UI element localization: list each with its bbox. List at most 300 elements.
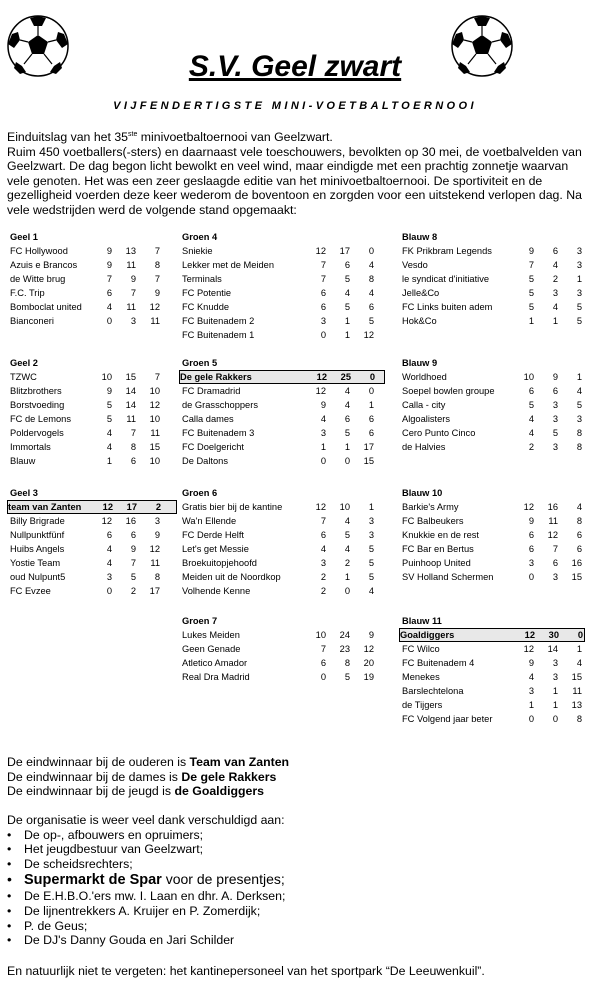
team-name: FC Buitenadem 2 [182,316,255,326]
score-value: 8 [576,428,582,438]
intro-line-end: minivoetbaltoernooi van Geelzwart. [137,130,333,145]
table-row-winner [399,628,585,642]
score-value: 0 [344,586,350,596]
team-name: TZWC [10,372,37,382]
score-value: 1 [344,316,350,326]
score-value: 20 [363,658,374,668]
table-row [10,314,174,328]
score-value: 4 [344,288,350,298]
table-row [402,258,582,272]
standings-group [402,614,582,726]
team-name: Knukkie en de rest [402,530,480,540]
score-value: 12 [316,372,327,382]
winner-name: de Goaldiggers [174,784,264,799]
score-value: 5 [368,558,374,568]
team-name: Calla - city [402,400,446,410]
score-value: 4 [106,428,112,438]
score-value: 5 [528,288,534,298]
team-name: Terminals [182,274,222,284]
table-row [182,272,382,286]
score-value: 2 [155,502,161,512]
table-row [402,272,582,286]
score-value: 4 [576,386,582,396]
score-value: 17 [149,586,160,596]
score-value: 9 [130,274,136,284]
score-value: 1 [106,456,112,466]
score-value: 4 [368,288,374,298]
score-value: 2 [528,442,534,452]
score-value: 7 [320,516,326,526]
score-value: 10 [315,630,326,640]
score-value: 3 [154,516,160,526]
score-value: 9 [154,288,160,298]
team-name: Sniekie [182,246,213,256]
score-value: 23 [339,644,350,654]
score-value: 17 [126,502,137,512]
table-row [182,314,382,328]
score-value: 12 [101,516,112,526]
score-value: 15 [363,456,374,466]
score-value: 8 [344,658,350,668]
score-value: 8 [154,260,160,270]
score-value: 1 [528,316,534,326]
standings-group [182,486,382,598]
standings-group [10,486,174,598]
table-row [402,300,582,314]
bullet: • [7,903,12,918]
score-value: 5 [344,274,350,284]
team-name: Nullpunktfünf [10,530,65,540]
table-row [10,454,174,468]
list-item: • De lijnentrekkers A. Kruijer en P. Zomerdijk; [7,903,261,918]
score-value: 10 [149,414,160,424]
score-value: 6 [576,530,582,540]
table-row [10,556,174,570]
team-name: Jelle&Co [402,288,440,298]
score-value: 1 [576,644,582,654]
team-name: FC Buitenadem 4 [402,658,475,668]
score-value: 16 [547,502,558,512]
score-value: 15 [571,572,582,582]
table-row [182,440,382,454]
score-value: 7 [154,246,160,256]
table-row [10,542,174,556]
table-row [182,584,382,598]
score-value: 8 [368,274,374,284]
score-value: 9 [106,260,112,270]
score-value: 6 [320,658,326,668]
table-row [10,272,174,286]
standings-group [182,356,382,468]
intro-superscript: ste [128,131,138,138]
team-name: Worldhoed [402,372,447,382]
score-value: 4 [106,302,112,312]
score-value: 0 [320,330,326,340]
score-value: 10 [149,456,160,466]
score-value: 11 [126,414,136,424]
table-row [402,426,582,440]
table-row [182,570,382,584]
score-value: 9 [130,544,136,554]
page-title: S.V. Geel zwart [188,50,402,83]
score-value: 9 [368,630,374,640]
team-name: Vesdo [402,260,428,270]
team-name: FC Dramadrid [182,386,241,396]
score-value: 4 [576,658,582,668]
score-value: 1 [344,572,350,582]
table-row [182,300,382,314]
score-value: 6 [320,288,326,298]
score-value: 10 [149,386,160,396]
team-name: Gratis bier bij de kantine [182,502,283,512]
score-value: 4 [528,428,534,438]
score-value: 3 [576,414,582,424]
thanks-section [7,813,285,948]
score-value: 11 [150,428,160,438]
score-value: 6 [344,260,350,270]
score-value: 6 [576,544,582,554]
team-name: Meiden uit de Noordkop [182,572,281,582]
winner-line-ouderen [7,755,289,770]
team-name: Calla dames [182,414,234,424]
score-value: 11 [126,260,136,270]
score-value: 6 [130,530,136,540]
team-name: Borstvoeding [10,400,65,410]
team-name: FC Volgend jaar beter [402,714,493,724]
table-row [402,244,582,258]
team-name: Menekes [402,672,440,682]
score-value: 10 [339,502,350,512]
score-value: 4 [344,400,350,410]
team-name: Poldervogels [10,428,64,438]
table-row [182,556,382,570]
table-row [10,258,174,272]
score-value: 0 [368,246,374,256]
score-value: 1 [576,372,582,382]
list-item: • De DJ's Danny Gouda en Jari Schilder [7,933,235,948]
team-name: FC Potentie [182,288,232,298]
group-name: Groen 7 [182,616,218,626]
score-value: 3 [552,658,558,668]
team-name: Immortals [10,442,51,452]
table-row [182,412,382,426]
table-row [402,542,582,556]
team-name: FC Evzee [10,586,51,596]
team-name: FC Hollywood [10,246,68,256]
score-value: 3 [528,686,534,696]
team-name: Barslechtelona [402,686,464,696]
table-row [182,542,382,556]
winner-label: De eindwinnaar bij de dames is [7,769,182,784]
score-value: 5 [576,302,582,312]
table-row [182,528,382,542]
score-value: 5 [576,400,582,410]
bullet: • [7,827,12,842]
score-value: 3 [368,530,374,540]
score-value: 0 [106,586,112,596]
score-value: 6 [130,456,136,466]
score-value: 6 [320,530,326,540]
score-value: 5 [344,302,350,312]
team-name: Huibs Angels [10,544,65,554]
team-name: Wa'n Ellende [182,516,237,526]
group-name: Geel 1 [10,232,38,242]
table-row [182,454,382,468]
team-name: Yostie Team [10,558,61,568]
table-row [402,712,582,726]
table-row [182,384,382,398]
score-value: 15 [149,442,160,452]
standings-group [182,230,382,342]
score-value: 5 [552,428,558,438]
table-row [10,584,174,598]
table-row [182,642,382,656]
score-value: 3 [106,572,112,582]
table-row [402,314,582,328]
intro-paragraph [7,128,587,218]
team-name: Blitzbrothers [10,386,62,396]
score-value: 13 [125,246,136,256]
score-value: 7 [154,274,160,284]
score-value: 3 [576,246,582,256]
team-name: de Tijgers [402,700,443,710]
team-name: F.C. Trip [10,288,45,298]
team-name: FK Prikbram Legends [402,246,492,256]
closing-text: En natuurlijk niet te vergeten: het kantinepersoneel van het sportpark “De Leeuwenkuil”. [7,964,485,978]
score-value: 7 [320,260,326,270]
page-subtitle: VIJFENDERTIGSTE MINI-VOETBALTOERNOOI [113,100,477,112]
team-name: Broekuitopjehoofd [182,558,257,568]
score-value: 12 [523,502,534,512]
list-item: • Het jeugdbestuur van Geelzwart; [7,842,204,857]
intro-body: Ruim 450 voetballers(-sters) en daarnaast vele toeschouwers, bevolkten op 30 mei, de voetbalvelden van Geelzwart. De dag begon licht bewolkt en veel wind, maar eindigde met een prachtig zonnetje waarvan vele genoten. Het was een zeer geslaagde editie van het minivoetbaltoernooi. De sportiviteit en de gezelligheid voerden deze keer wederom de boventoon en zorgden voor een uitstekend verlopen dag. Na vele wedstrijden werd de volgende stand opgemaakt: [7,144,582,218]
score-value: 17 [363,442,374,452]
table-row [402,286,582,300]
score-value: 4 [528,672,534,682]
score-value: 9 [552,372,558,382]
score-value: 2 [344,558,350,568]
score-value: 5 [368,572,374,582]
group-name: Blauw 10 [402,488,443,498]
score-value: 1 [576,274,582,284]
score-value: 4 [106,558,112,568]
table-row-winner [7,500,177,514]
score-value: 4 [344,386,350,396]
intro-line-start: Einduitslag van het 35 [7,130,129,145]
team-name: Barkie's Army [402,502,459,512]
score-value: 9 [528,516,534,526]
score-value: 2 [552,274,558,284]
table-row [182,244,382,258]
bullet: • [7,918,12,933]
score-value: 10 [101,372,112,382]
score-value: 12 [523,644,534,654]
table-row [402,384,582,398]
score-value: 12 [363,644,374,654]
score-value: 12 [102,502,113,512]
score-value: 3 [552,414,558,424]
score-value: 0 [528,572,534,582]
score-value: 4 [344,544,350,554]
score-value: 6 [106,530,112,540]
score-value: 9 [106,386,112,396]
group-name: Blauw 9 [402,358,438,368]
score-value: 19 [363,672,374,682]
winner-name: Team van Zanten [189,755,290,769]
score-value: 3 [528,558,534,568]
table-row [10,426,174,440]
table-row [182,656,382,670]
team-name: Hok&Co [402,316,437,326]
score-value: 3 [552,400,558,410]
score-value: 9 [528,658,534,668]
score-value: 1 [368,400,374,410]
table-row [402,556,582,570]
score-value: 17 [339,246,350,256]
team-name: Blauw [10,456,36,466]
bullet: • [7,871,12,888]
team-name: le syndicat d'initiative [402,274,490,284]
score-value: 1 [344,442,350,452]
group-name: Groen 6 [182,488,218,498]
team-name: FC Buitenadem 3 [182,428,255,438]
score-value: 3 [552,672,558,682]
score-value: 5 [344,428,350,438]
score-value: 9 [106,246,112,256]
score-value: 3 [576,260,582,270]
table-row [10,384,174,398]
score-value: 4 [106,544,112,554]
table-row [402,412,582,426]
score-value: 14 [547,644,558,654]
table-row [182,286,382,300]
team-name: Algoalisters [402,414,451,424]
score-value: 30 [548,630,559,640]
list-item: • P. de Geus; [7,918,88,933]
score-value: 10 [523,372,534,382]
table-row [402,500,582,514]
team-name: Lekker met de Meiden [182,260,274,270]
team-name: FC Wilco [402,644,440,654]
score-value: 1 [552,700,558,710]
score-value: 1 [528,700,534,710]
score-value: 3 [320,316,326,326]
table-row [10,370,174,384]
team-name: FC Links buiten adem [402,302,493,312]
score-value: 7 [130,428,136,438]
team-name: Geen Genade [182,644,241,654]
score-value: 15 [125,372,136,382]
score-value: 9 [154,530,160,540]
team-name: oud Nulpunt5 [10,572,66,582]
team-name: Soepel bowlen groupe [402,386,495,396]
score-value: 4 [528,414,534,424]
team-name: FC Doelgericht [182,442,245,452]
standings-group [10,356,174,468]
score-value: 0 [552,714,558,724]
bullet: • [7,933,12,948]
score-value: 14 [125,400,136,410]
list-item: • De scheidsrechters; [7,856,133,871]
table-row [402,440,582,454]
score-value: 5 [368,544,374,554]
table-row [182,258,382,272]
score-value: 12 [315,246,326,256]
table-row [182,500,382,514]
team-name: Bianconeri [10,316,54,326]
score-value: 3 [552,288,558,298]
score-value: 6 [368,414,374,424]
score-value: 12 [149,400,160,410]
score-value: 4 [368,586,374,596]
table-row [10,528,174,542]
team-name: Cero Punto Cinco [402,428,476,438]
table-row [10,244,174,258]
score-value: 7 [154,372,160,382]
table-row [402,514,582,528]
team-name: Puinhoop United [402,558,471,568]
table-row-winner [179,370,385,384]
thanks-intro: De organisatie is weer veel dank verschuldigd aan: [7,813,285,827]
score-value: 8 [576,516,582,526]
score-value: 7 [320,644,326,654]
team-name: FC Derde Helft [182,530,244,540]
score-value: 0 [320,456,326,466]
team-name: Volhende Kenne [182,586,251,596]
score-value: 0 [528,714,534,724]
score-value: 24 [339,630,350,640]
standings-group [402,486,582,584]
table-row [10,300,174,314]
score-value: 7 [320,274,326,284]
score-value: 11 [150,316,160,326]
score-value: 16 [571,558,582,568]
score-value: 3 [368,516,374,526]
score-value: 13 [571,700,582,710]
team-name: De gele Rakkers [180,372,252,382]
table-row [182,426,382,440]
group-name: Geel 3 [10,488,38,498]
standings-group [182,614,382,684]
score-value: 7 [130,288,136,298]
score-value: 6 [368,302,374,312]
table-row [10,570,174,584]
score-value: 8 [576,714,582,724]
score-value: 12 [363,330,374,340]
standings-group [10,230,174,328]
score-value: 6 [552,558,558,568]
score-value: 9 [320,400,326,410]
team-name: Let's get Messie [182,544,249,554]
table-row [402,670,582,684]
score-value: 5 [528,274,534,284]
team-name: Azuis e Brancos [10,260,78,270]
score-value: 6 [320,302,326,312]
table-row [182,670,382,684]
team-name: de Witte brug [10,274,66,284]
table-row [402,656,582,670]
winner-line-dames [7,770,289,785]
standings-group [402,230,582,328]
score-value: 4 [320,544,326,554]
score-value: 6 [528,544,534,554]
team-name: Lukes Meiden [182,630,240,640]
score-value: 5 [576,316,582,326]
score-value: 8 [576,442,582,452]
score-value: 11 [126,302,136,312]
team-name: team van Zanten [8,502,82,512]
score-value: 7 [528,260,534,270]
